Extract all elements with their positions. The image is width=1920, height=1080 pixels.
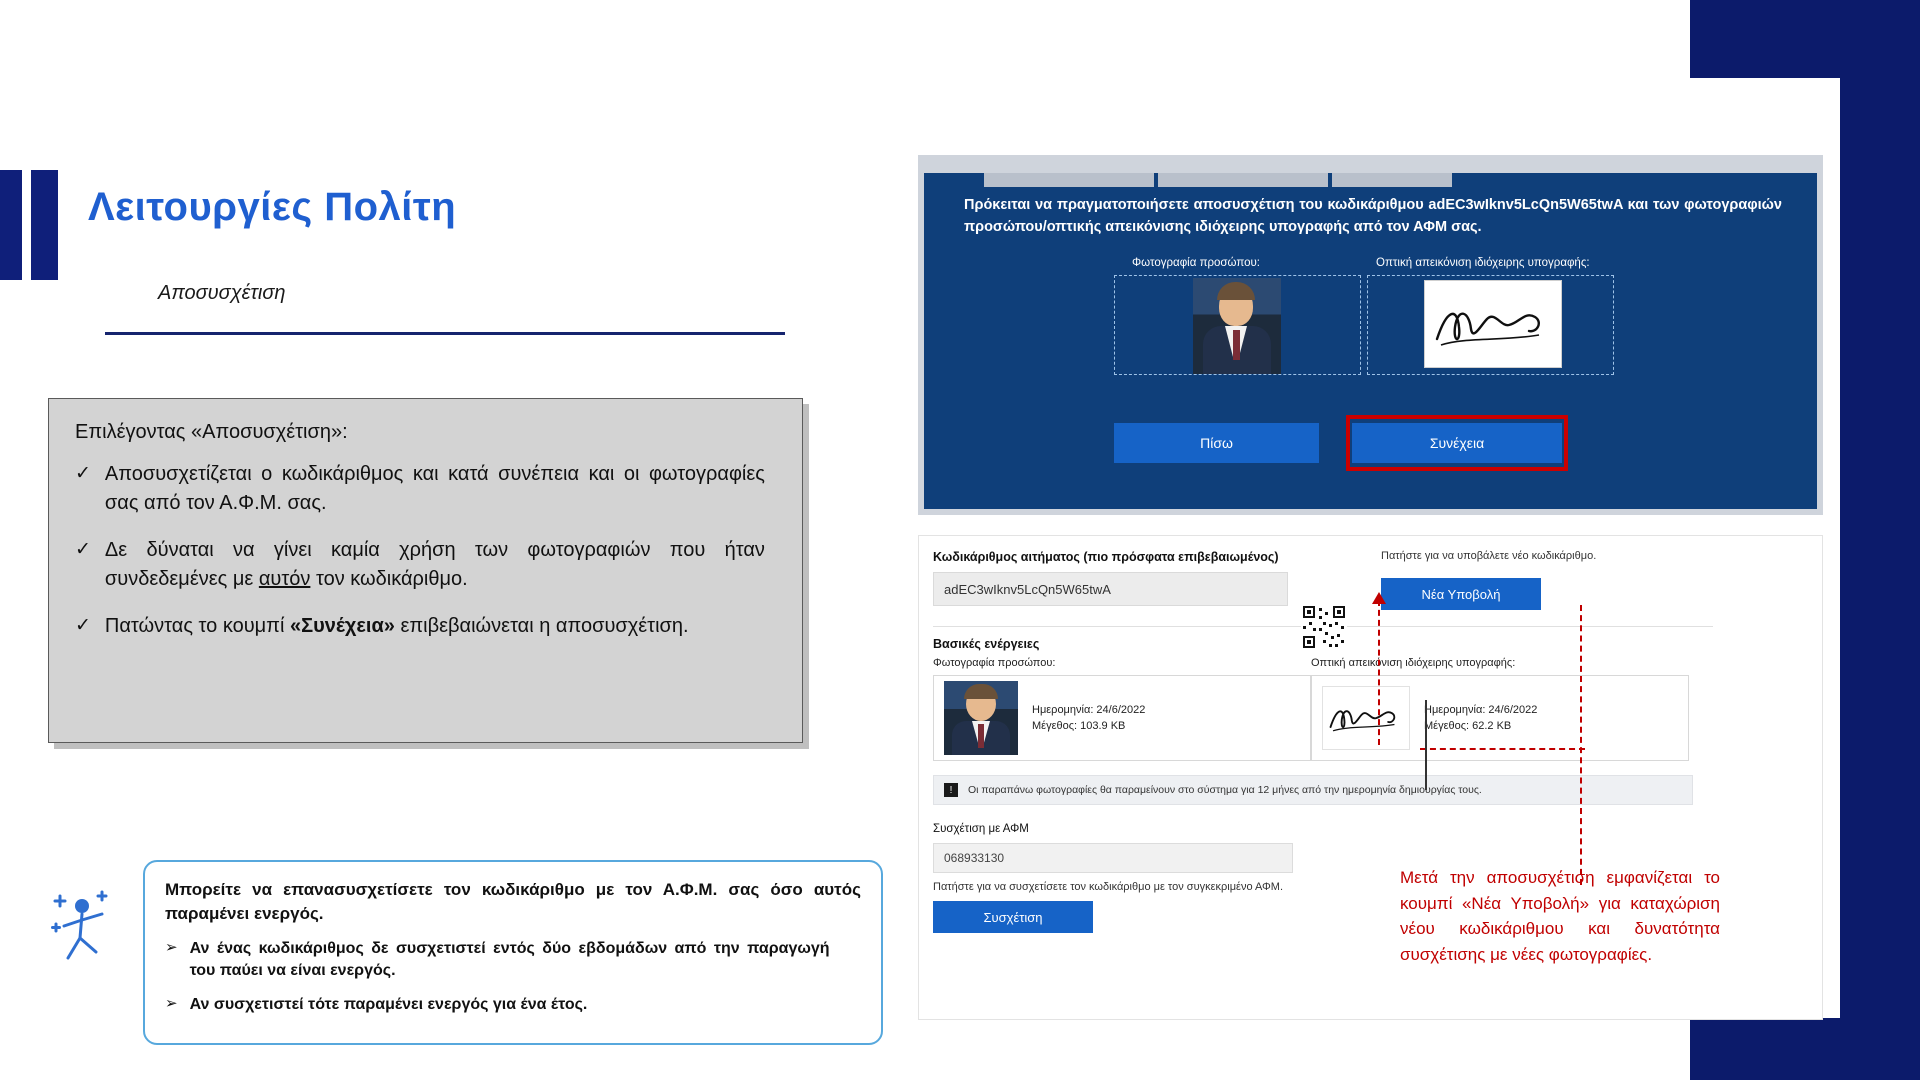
title-divider <box>105 332 785 335</box>
bullet-0-text: Αποσυσχετίζεται ο κωδικάριθμος και κατά συνέπεια και οι φωτογραφίες σας από τον Α.Φ.Μ. σας. <box>104 463 765 514</box>
sign-meta-date: Ημερομηνία: 24/6/2022 <box>1424 703 1538 716</box>
bullet-2-text-a: Πατώντας το κουμπί <box>104 615 290 637</box>
face-photo-box <box>1114 275 1361 375</box>
signature-meta <box>1424 702 1537 735</box>
bullet-2-bold: «Συνέχεια» <box>289 615 395 637</box>
callout-item-text: Αν ένας κωδικάριθμος δε συσχετιστεί εντός δύο εβδομάδων από την παραγωγή του παύει να είναι ενεργός. <box>189 939 830 979</box>
retention-notice-text: Οι παραπάνω φωτογραφίες θα παραμείνουν στο σύστημα για 12 μήνες από την ημερομηνία δημιουργίας τους. <box>968 784 1482 796</box>
new-submission-button[interactable]: Νέα Υποβολή <box>1381 578 1541 610</box>
annotation-line-horizontal <box>1420 748 1585 750</box>
dialog-button-row <box>1114 423 1614 465</box>
check-icon: ✓ <box>75 615 91 636</box>
callout-item <box>165 994 861 1016</box>
code-label: Κωδικάριθμος αιτήματος (πιο πρόσφατα επιβεβαιωμένος) <box>933 550 1279 564</box>
list-item-text <box>105 460 765 518</box>
list-item <box>75 612 780 641</box>
signature-photo-box <box>1367 275 1614 375</box>
sign-meta-size: Μέγεθος: 62.2 KB <box>1424 720 1512 732</box>
callout-lead: Μπορείτε να επανασυσχετίσετε τον κωδικάριθμο με τον Α.Φ.Μ. σας όσο αυτός παραμένει ενεργός. <box>165 880 861 923</box>
afm-hint: Πατήστε για να συσχετίσετε τον κωδικάριθμο με τον συγκεκριμένο ΑΦΜ. <box>933 881 1284 893</box>
arrow-bullet-icon: ➢ <box>165 938 178 956</box>
code-value: adEC3wIknv5LcQn5W65twA <box>933 572 1288 606</box>
bullet-1-text-b: τον κωδικάριθμο. <box>310 568 468 590</box>
annotation-marker-line <box>1425 700 1427 790</box>
list-item <box>75 460 780 518</box>
signature-thumbnail <box>1322 686 1410 750</box>
annotation-line-right <box>1580 605 1582 885</box>
continue-button[interactable]: Συνέχεια <box>1352 423 1562 463</box>
face-meta <box>1032 702 1145 735</box>
face-card <box>933 675 1311 761</box>
afm-label: Συσχέτιση με ΑΦΜ <box>933 823 1029 835</box>
callout-item <box>165 938 861 983</box>
list-item <box>75 536 780 594</box>
arrow-bullet-icon: ➢ <box>165 995 178 1013</box>
associate-button[interactable]: Συσχέτιση <box>933 901 1093 933</box>
back-button[interactable]: Πίσω <box>1114 423 1319 463</box>
annotation-text: Μετά την αποσυσχέτιση εμφανίζεται το κουμπί «Νέα Υποβολή» για καταχώριση νέου κωδικάριθμου και δυνατότητα συσχέτισης με νέες φωτογραφίες. <box>1400 868 1720 964</box>
bullet-1-text-a: Δε δύναται να γίνει καμία χρήση των φωτογραφιών που ήταν συνδεδεμένες με <box>104 539 765 590</box>
form-signature-label: Οπτική απεικόνιση ιδιόχειρης υπογραφής: <box>1311 657 1516 669</box>
bullet-2-text-b: επιβεβαιώνεται η αποσυσχέτιση. <box>394 615 689 637</box>
annotation-line-vertical <box>1378 600 1380 745</box>
retention-notice <box>933 775 1693 805</box>
list-item-text <box>105 536 765 594</box>
page-subtitle: Αποσυσχέτιση <box>158 282 286 304</box>
new-submission-hint: Πατήστε για να υποβάλετε νέο κωδικάριθμο. <box>1381 550 1597 562</box>
face-meta-date: Ημερομηνία: 24/6/2022 <box>1032 703 1146 716</box>
face-photo-label: Φωτογραφία προσώπου: <box>1132 257 1260 269</box>
confirm-dialog-message: Πρόκειται να πραγματοποιήσετε αποσυσχέτιση του κωδικάριθμου adEC3wIknv5LcQn5W65twA και των φωτογραφιών προσώπου/οπτικής απεικόνισης ιδιόχειρης υπογραφής από τον ΑΦΜ σας. <box>964 197 1782 235</box>
screenshot-confirm-dialog <box>918 155 1823 515</box>
accent-bar-gap <box>22 170 31 280</box>
bullet-1-underlined: αυτόν <box>258 568 311 590</box>
signature-photo <box>1424 280 1562 368</box>
photo-panel <box>1114 275 1614 365</box>
list-item-text <box>105 612 765 641</box>
afm-input[interactable]: 068933130 <box>933 843 1293 873</box>
callout-item-text: Αν συσχετιστεί τότε παραμένει ενεργός για ένα έτος. <box>189 996 588 1014</box>
face-thumbnail <box>944 681 1018 755</box>
media-cards <box>933 675 1713 761</box>
info-box <box>48 398 803 743</box>
face-photo <box>1193 278 1281 374</box>
runner-icon <box>42 880 122 990</box>
check-icon: ✓ <box>75 539 91 560</box>
browser-tabstrip <box>984 173 1604 187</box>
form-face-label: Φωτογραφία προσώπου: <box>933 657 1056 669</box>
basic-actions-label: Βασικές ενέργειες <box>933 637 1040 651</box>
qr-code-icon <box>1301 604 1347 650</box>
callout-box <box>143 860 883 1045</box>
confirm-dialog <box>924 173 1817 509</box>
page-title: Λειτουργίες Πολίτη <box>88 185 457 229</box>
check-icon: ✓ <box>75 463 91 484</box>
signature-photo-label: Οπτική απεικόνιση ιδιόχειρης υπογραφής: <box>1376 257 1590 269</box>
info-box-lead: Επιλέγοντας «Αποσυσχέτιση»: <box>75 421 348 443</box>
info-icon: ! <box>944 783 958 797</box>
face-meta-size: Μέγεθος: 103.9 KB <box>1032 720 1126 732</box>
